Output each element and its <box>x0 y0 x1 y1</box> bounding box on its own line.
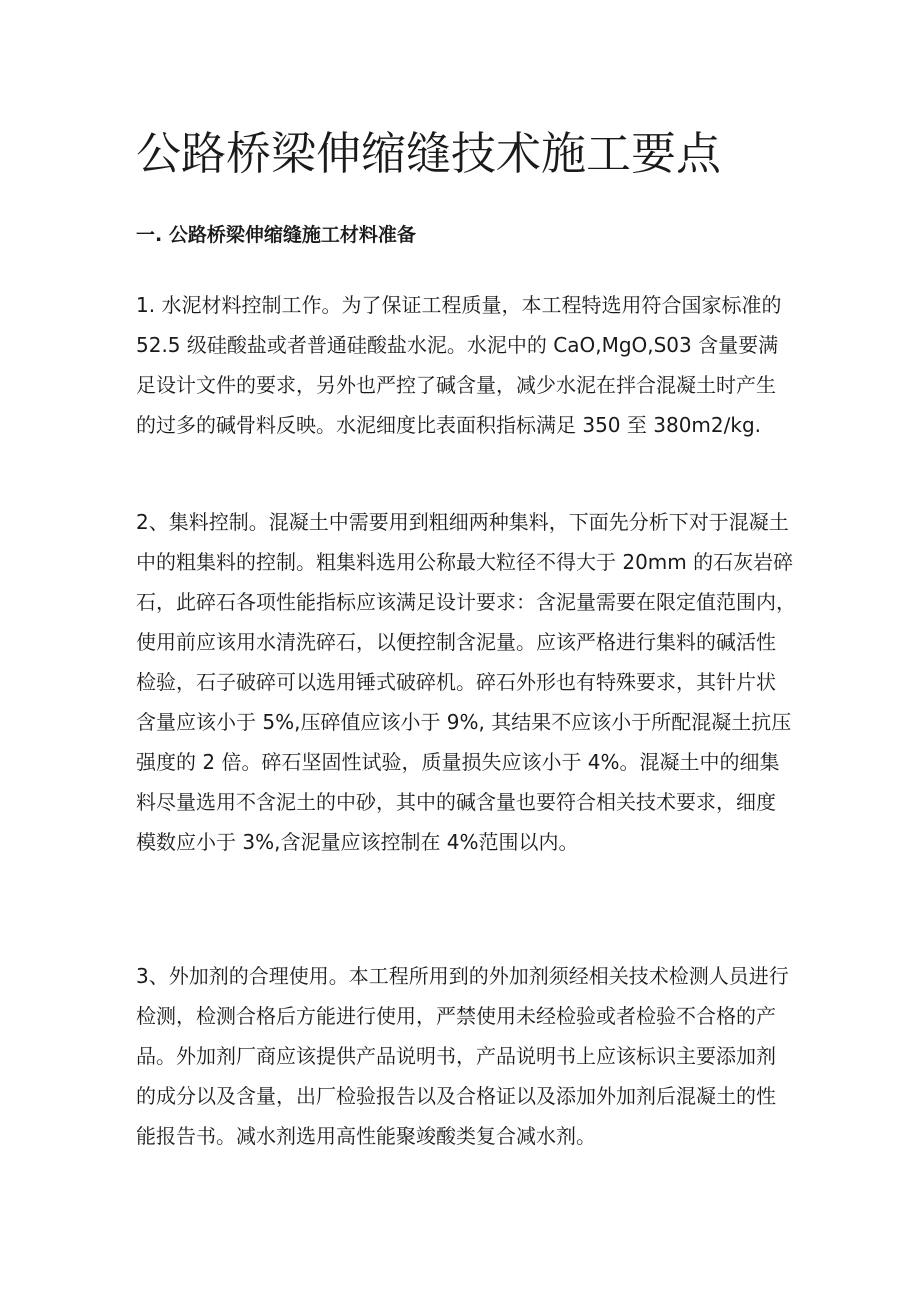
paragraph-line: 料尽量选用不含泥土的中砂，其中的碱含量也要符合相关技术要求，细度 <box>136 790 776 814</box>
paragraph-line: 的成分以及含量，出厂检验报告以及合格证以及添加外加剂后混凝土的性 <box>136 1084 776 1108</box>
paragraph-line: 检验，石子破碎可以选用锤式破碎机。碎石外形也有特殊要求，其针片状 <box>136 670 776 694</box>
paragraph-line: 品。外加剂厂商应该提供产品说明书，产品说明书上应该标识主要添加剂 <box>136 1044 776 1068</box>
paragraph-line: 检测，检测合格后方能进行使用，严禁使用未经检验或者检验不合格的产 <box>136 1004 776 1028</box>
paragraph-line: 中的粗集料的控制。粗集料选用公称最大粒径不得大于 20mm 的石灰岩碎 <box>136 550 794 574</box>
paragraph-line: 52.5 级硅酸盐或者普通硅酸盐水泥。水泥中的 CaO,MgO,S03 含量要满 <box>136 333 779 357</box>
paragraph-line: 模数应小于 3%,含泥量应该控制在 4%范围以内。 <box>136 830 579 854</box>
section-heading: 一. 公路桥梁伸缩缝施工材料准备 <box>136 224 416 246</box>
paragraph-line: 1. 水泥材料控制工作。为了保证工程质量，本工程特选用符合国家标准的 <box>136 293 782 317</box>
paragraph-aggregate-control <box>136 502 796 862</box>
paragraph-line: 足设计文件的要求，另外也严控了碱含量，减少水泥在拌合混凝土时产生 <box>136 373 776 397</box>
paragraph-line: 2、集料控制。混凝土中需要用到粗细两种集料，下面先分析下对于混凝土 <box>136 510 789 534</box>
paragraph-line: 含量应该小于 5%,压碎值应该小于 9%, 其结果不应该小于所配混凝土抗压 <box>136 710 792 734</box>
paragraph-line: 3、外加剂的合理使用。本工程所用到的外加剂须经相关技术检测人员进行 <box>136 964 789 988</box>
paragraph-line: 能报告书。减水剂选用高性能聚竣酸类复合减水剂。 <box>136 1124 596 1148</box>
paragraph-cement-control <box>136 285 796 445</box>
paragraph-line: 强度的 2 倍。碎石坚固性试验，质量损失应该小于 4%。混凝土中的细集 <box>136 750 780 774</box>
paragraph-line: 的过多的碱骨料反映。水泥细度比表面积指标满足 350 至 380m2∕kg. <box>136 413 761 437</box>
document-title: 公路桥梁伸缩缝技术施工要点 <box>136 127 722 180</box>
paragraph-line: 石，此碎石各项性能指标应该满足设计要求：含泥量需要在限定值范围内， <box>136 590 796 614</box>
paragraph-admixture-usage <box>136 956 796 1156</box>
paragraph-line: 使用前应该用水清洗碎石，以便控制含泥量。应该严格进行集料的碱活性 <box>136 630 776 654</box>
